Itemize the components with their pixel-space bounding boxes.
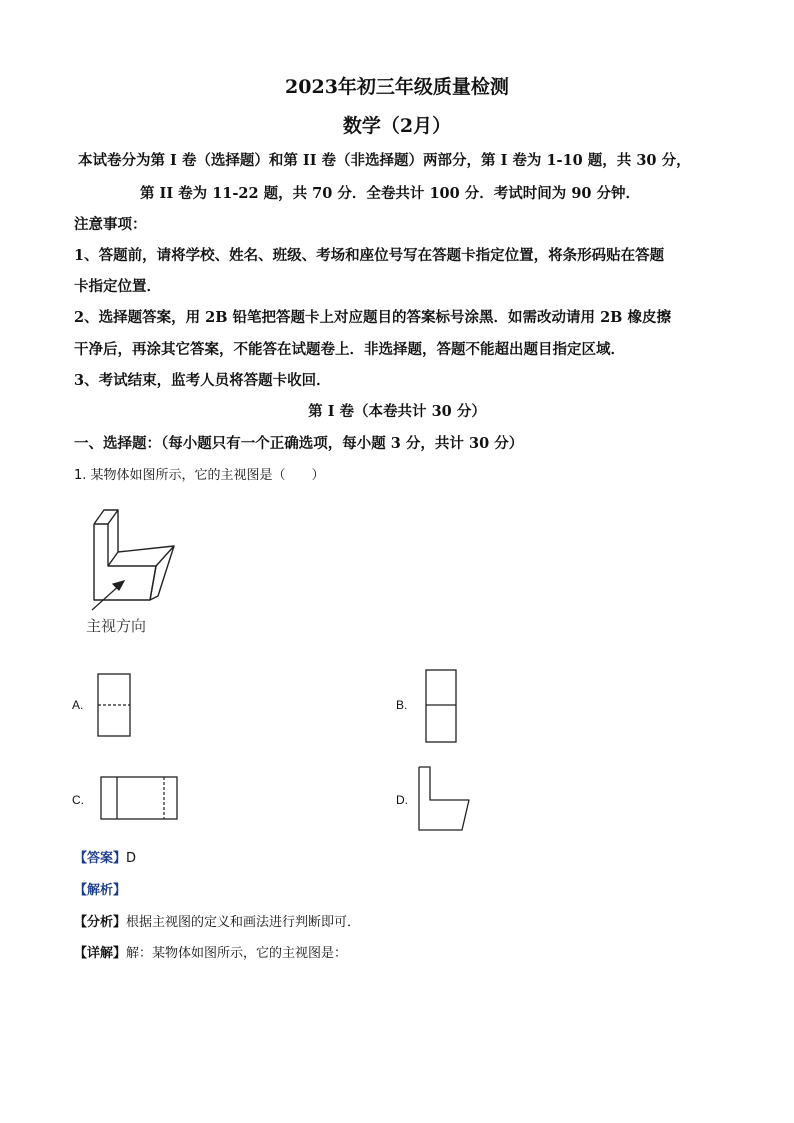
- notes-item-2b: 干净后，再涂其它答案，不能答在试题卷上．非选择题，答题不能超出题目指定区域．: [74, 341, 625, 358]
- option-b-label: B.: [396, 698, 408, 712]
- figure-caption: 主视方向: [86, 617, 147, 635]
- notes-item-3: 3、考试结束，监考人员将答题卡收回．: [74, 372, 331, 389]
- notes-heading: 注意事项：: [74, 216, 147, 233]
- notes-item-1a: 1、答题前，请将学校、姓名、班级、考场和座位号写在答题卡指定位置，将条形码贴在答题: [74, 247, 665, 264]
- answer-line: [74, 847, 136, 866]
- option-d-figure: [418, 766, 474, 834]
- option-d-label: D.: [396, 793, 408, 807]
- xiangjie-line: [74, 942, 347, 961]
- option-a-label: A.: [72, 698, 84, 712]
- page-title: 2023年初三年级质量检测: [285, 76, 509, 98]
- page-subtitle: 数学（2月）: [342, 115, 452, 137]
- xiangjie-tag: 【详解】: [74, 946, 127, 961]
- fenxi-tag: 【分析】: [74, 915, 127, 930]
- option-a-figure: [97, 673, 133, 739]
- option-c-figure: [100, 776, 180, 822]
- fenxi-text: 根据主视图的定义和画法进行判断即可．: [126, 915, 361, 930]
- notes-item-1b: 卡指定位置．: [74, 278, 161, 295]
- fenxi-line: [74, 911, 360, 930]
- question-1-stem: 1. 某物体如图所示，它的主视图是（ ）: [74, 468, 325, 483]
- analysis-tag: 【解析】: [74, 883, 127, 898]
- analysis-line: [74, 879, 126, 898]
- option-c-label: C.: [72, 793, 84, 807]
- intro-line-2: 第 II 卷为 11-22 题，共 70 分．全卷共计 100 分．考试时间为 90 分钟．: [140, 185, 641, 202]
- intro-line-1: 本试卷分为第 I 卷（选择题）和第 II 卷（非选择题）两部分，第 I 卷为 1-10 题，共 30 分，: [78, 152, 691, 169]
- notes-item-2a: 2、选择题答案，用 2B 铅笔把答题卡上对应题目的答案标号涂黑．如需改动请用 2B 橡皮擦: [74, 309, 671, 326]
- option-b-figure: [425, 669, 459, 745]
- xiangjie-text: 解：某物体如图所示，它的主视图是：: [126, 946, 348, 961]
- section-heading: 一、选择题：（每小题只有一个正确选项，每小题 3 分，共计 30 分）: [74, 435, 524, 452]
- answer-tag: 【答案】: [74, 851, 127, 866]
- answer-value: D: [126, 851, 137, 866]
- part-title: 第 I 卷（本卷共计 30 分）: [308, 403, 486, 420]
